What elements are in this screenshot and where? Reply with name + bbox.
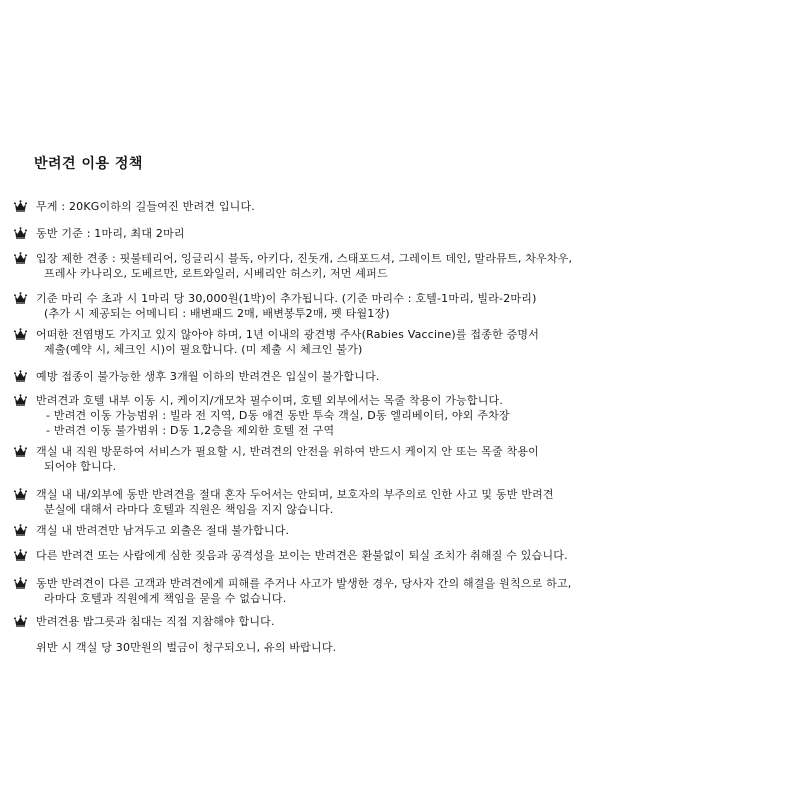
policy-sub-line: - 반려견 이동 불가범위 : D동 1,2층을 제외한 호텔 전 구역 [46, 424, 335, 437]
policy-item-text [36, 291, 537, 321]
crown-icon [14, 370, 27, 382]
policy-sub-line: - 반려견 이동 가능범위 : 빌라 전 지역, D동 애견 동반 투숙 객실, D동 엘리베이터, 야외 주차장 [46, 409, 510, 422]
policy-line: 입장 제한 견종 : 핏불테리어, 잉글리시 블독, 아키다, 진돗개, 스태포드셔, 그레이트 데인, 말라뮤트, 차우차우, [36, 252, 573, 265]
crown-icon [14, 615, 27, 627]
crown-icon [14, 292, 27, 304]
crown-icon [14, 200, 27, 212]
policy-line: 객실 내 직원 방문하여 서비스가 필요할 시, 반려견의 안전을 위하여 반드시 케이지 안 또는 목줄 착용이 [36, 445, 540, 458]
crown-icon [14, 488, 27, 500]
policy-line: 기준 마리 수 초과 시 1마리 당 30,000원(1박)이 추가됩니다. (기준 마리수 : 호텔-1마리, 빌라-2마리) [36, 292, 537, 305]
crown-icon [14, 445, 27, 457]
page-title: 반려견 이용 정책 [34, 156, 143, 172]
crown-icon [14, 524, 27, 536]
policy-line: 반려견용 밥그릇과 침대는 직접 지참해야 합니다. [36, 615, 275, 628]
policy-line: 예방 접종이 불가능한 생후 3개월 이하의 반려견은 입실이 불가합니다. [36, 370, 380, 383]
policy-item-text [36, 548, 568, 563]
policy-line: 객실 내 반려견만 남겨두고 외출은 절대 불가합니다. [36, 524, 290, 537]
crown-icon [14, 328, 27, 340]
policy-line: 분실에 대해서 라마다 호텔과 직원은 책임을 지지 않습니다. [44, 503, 334, 516]
crown-icon [14, 549, 27, 561]
penalty-notice: 위반 시 객실 당 30만원의 벌금이 청구되오니, 유의 바랍니다. [36, 641, 337, 654]
policy-line: 다른 반려견 또는 사람에게 심한 짖음과 공격성을 보이는 반려견은 환불없이 퇴실 조치가 취해질 수 있습니다. [36, 549, 568, 562]
crown-icon [14, 252, 27, 264]
policy-line: 동반 반려견이 다른 고객과 반려견에게 피해를 주거나 사고가 발생한 경우, 당사자 간의 해결을 원칙으로 하고, [36, 577, 572, 590]
crown-icon [14, 227, 27, 239]
policy-line: 무게 : 20KG이하의 길들여진 반려견 입니다. [36, 200, 256, 213]
policy-line: 어떠한 전염병도 가지고 있지 않아야 하며, 1년 이내의 광견병 주사(Rabies Vaccine)를 접종한 증명서 [36, 328, 540, 341]
policy-item-text [36, 393, 510, 438]
crown-icon [14, 577, 27, 589]
policy-item-text [36, 327, 539, 357]
policy-line: (추가 시 제공되는 어메니티 : 배변패드 2매, 배변봉투2매, 펫 타월1장) [44, 307, 390, 320]
policy-item-text [36, 523, 289, 538]
policy-line: 라마다 호텔과 직원에게 책임을 묻을 수 없습니다. [44, 592, 287, 605]
policy-line: 되어야 합니다. [44, 460, 117, 473]
policy-line: 제출(예약 시, 체크인 시)이 필요합니다. (미 제출 시 체크인 불가) [44, 343, 363, 356]
policy-line: 프레사 카나리오, 도베르만, 로트와일러, 시베리안 허스키, 저먼 셰퍼드 [44, 267, 388, 280]
policy-line: 객실 내 내/외부에 동반 반려견을 절대 혼자 두어서는 안되며, 보호자의 부주의로 인한 사고 및 동반 반려견 [36, 488, 554, 501]
policy-item-text [36, 576, 572, 606]
policy-item-text [36, 614, 275, 629]
crown-icon [14, 394, 27, 406]
policy-item-text [36, 226, 185, 241]
policy-item-text [36, 251, 572, 281]
policy-item-text [36, 487, 554, 517]
policy-item-text [36, 369, 380, 384]
policy-line: 반려견과 호텔 내부 이동 시, 케이지/개모차 필수이며, 호텔 외부에서는 목줄 착용이 가능합니다. [36, 394, 504, 407]
policy-item-text [36, 199, 255, 214]
policy-item-text [36, 444, 539, 474]
policy-line: 동반 기준 : 1마리, 최대 2마리 [36, 227, 185, 240]
